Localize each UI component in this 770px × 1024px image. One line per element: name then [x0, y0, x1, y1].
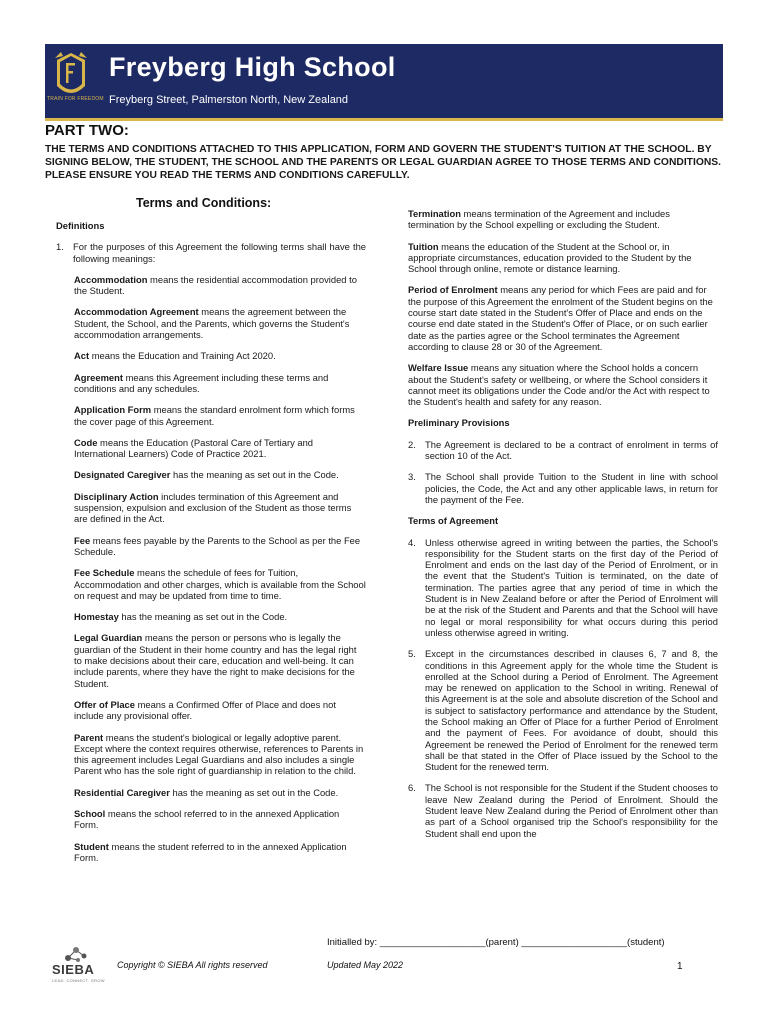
school-name: Freyberg High School: [109, 52, 396, 82]
clause-number: 1.: [56, 241, 64, 253]
definition-text: means any period for which Fees are paid and for the purpose of this Agreement the enrolment of the Student begins on the course start date stated in the Student's Offer of Place and ends on the course end date stated in the Student's Offer of Place, or on such earlier date as the parties agree or the School terminates the Agreement according to clause 28 or 30 of the Agreement.: [408, 284, 713, 352]
clause-number: 3.: [408, 471, 416, 483]
definition-text: means the school referred to in the annexed Application Form.: [74, 807, 340, 831]
clause-text: The School shall provide Tuition to the Student in line with school policies, the Code, the Act and any other applicable laws, in return for the payment of the Fee.: [425, 471, 718, 505]
definition-term: Parent: [74, 731, 104, 743]
definition-term: Student: [74, 840, 109, 852]
right-column: [408, 208, 718, 849]
definition-term: Residential Caregiver: [74, 786, 170, 798]
initialled-line: Initialled by: ____________________(parent) ____________________(student): [327, 937, 665, 948]
clause-5: [408, 648, 718, 772]
definition-item: [74, 787, 366, 798]
definition-text: means the Education (Pastoral Care of Tertiary and International Learners) Code of Practice 2021.: [74, 436, 314, 460]
clause-number: 4.: [408, 536, 416, 548]
definition-item: [74, 491, 366, 525]
definition-item: [74, 274, 366, 297]
terms-heading: Terms and Conditions:: [136, 196, 272, 210]
definition-text: means the agreement between the Student, the School, and the Parents, which governs the Student's accommodation arrangements.: [74, 306, 350, 341]
clause-2: [408, 439, 718, 462]
definition-text: means any situation where the School holds a concern about the Student's safety or wellbeing, or where the School considers it cannot meet its obligations under the Code and/or the Act with respect to the Student's health and safety for any reason.: [408, 362, 710, 408]
school-address: Freyberg Street, Palmerston North, New Zealand: [109, 94, 349, 106]
definition-item: [74, 372, 366, 395]
school-banner: [45, 44, 723, 121]
definition-text: means the standard enrolment form which forms the cover page of this Agreement.: [74, 404, 355, 427]
definition-text: means the schedule of fees for Tuition, Accommodation and other charges, which is available from the School on request and may be updated from time to time.: [74, 567, 366, 601]
definition-term: School: [74, 807, 106, 819]
sieba-tagline: LEAD. CONNECT. GROW: [52, 978, 105, 983]
definition-text: means a Confirmed Offer of Place and does not include any provisional offer.: [74, 698, 336, 722]
definition-term: Offer of Place: [74, 698, 135, 710]
clause-number: 6.: [408, 782, 416, 794]
definition-item: [74, 808, 366, 831]
sieba-wordmark: SIEBA: [52, 962, 95, 977]
crest-motto: TRAIN FOR FREEDOM: [47, 96, 104, 102]
definition-term: Agreement: [74, 371, 123, 383]
definition-item: [74, 437, 366, 460]
definition-item: [408, 208, 718, 231]
clause-text: The Agreement is declared to be a contract of enrolment in terms of section 10 of the Act.: [425, 438, 718, 462]
definition-term: Homestay: [74, 611, 119, 623]
definition-term: Tuition: [408, 240, 439, 252]
definition-item: [74, 306, 366, 340]
definition-text: means the residential accommodation provided to the Student.: [74, 273, 357, 297]
definition-term: Legal Guardian: [74, 632, 143, 644]
definition-term: Fee: [74, 534, 91, 546]
definition-item: [408, 284, 718, 352]
definition-text: means the person or persons who is legally the guardian of the Student in their home country and has the legal right to make decisions about their care, education and well-being. It can include parents, where they have the right to make decisions for the Student.: [74, 632, 357, 689]
definition-term: Termination: [408, 208, 461, 219]
clause-text: Unless otherwise agreed in writing between the parties, the School's responsibility for the Student starts on the first day of the Period of Enrolment and ends on the last day of the Period of Enrolment, or in the event that the Student's Tuition is terminated, on the date of termination. The parties agree that any period of time in which the Student is in New Zealand before or after the Period of Enrolment will be at the risk of the Student and Parents and that the School will have no legal or moral responsibility for what occurs during this period unless otherwise agreed in writing.: [425, 536, 718, 638]
clause-text: The School is not responsible for the Student if the Student chooses to leave New Zealand during the Period of Enrolment. Should the Student leave New Zealand during the Period of Enrolment other than as part of a School organised trip the School's responsibility for the Student shall end upon the: [425, 782, 718, 839]
definition-term: Disciplinary Action: [74, 490, 159, 502]
clause-number: 5.: [408, 648, 416, 660]
clause-6: [408, 782, 718, 838]
definitions-heading: Definitions: [56, 220, 105, 231]
preliminary-heading: Preliminary Provisions: [408, 417, 510, 429]
definition-item: [74, 611, 366, 622]
clause-3: [408, 471, 718, 505]
definition-text: has the meaning as set out in the Code.: [169, 786, 339, 798]
definition-item: [74, 404, 366, 427]
definition-text: has the meaning as set out in the Code.: [170, 469, 339, 481]
clause-number: 2.: [408, 438, 416, 450]
definition-item: [74, 535, 366, 558]
intro-paragraph: THE TERMS AND CONDITIONS ATTACHED TO THIS APPLICATION, FORM AND GOVERN THE STUDENT'S TUITION AT THE SCHOOL. BY SIGNING BELOW, THE STUDENT, THE SCHOOL AND THE PARENTS OR LEGAL GUARDIAN AGREE TO THOSE TERMS AND CONDITIONS. PLEASE ENSURE YOU READ THE TERMS AND CONDITIONS CAREFULLY.: [45, 144, 722, 181]
definition-term: Period of Enrolment: [408, 284, 498, 296]
definition-text: means this Agreement including these terms and conditions and any schedules.: [74, 371, 329, 394]
definition-term: Application Form: [74, 404, 152, 416]
definition-term: Accommodation Agreement: [74, 306, 199, 318]
definition-item: [408, 362, 718, 407]
definition-term: Accommodation: [74, 273, 148, 285]
definition-item: [74, 699, 366, 722]
definition-item: [74, 841, 366, 864]
definition-text: means the student's biological or legally adoptive parent. Except where the context requires otherwise, references to Parents in this agreement includes Legal Guardians and also includes a single Parent who has the sole right of guardianship in relation to the child.: [74, 731, 364, 777]
definition-text: means fees payable by the Parents to the School as per the Fee Schedule.: [74, 534, 361, 557]
definition-text: has the meaning as set out in the Code.: [118, 611, 288, 623]
definition-term: Fee Schedule: [74, 567, 135, 579]
definition-item: [74, 632, 366, 688]
clause-4: [408, 537, 718, 639]
definition-item: [74, 469, 366, 480]
definition-item: [74, 350, 366, 361]
clause-text: For the purposes of this Agreement the following terms shall have the following meanings:: [73, 241, 366, 264]
definition-text: means the student referred to in the annexed Application Form.: [74, 840, 347, 863]
definition-term: Welfare Issue: [408, 362, 469, 374]
definition-item: [74, 732, 366, 777]
definition-text: means the Education and Training Act 2020.: [89, 350, 276, 362]
updated-date: Updated May 2022: [327, 960, 404, 970]
definition-item: [74, 567, 366, 601]
left-column: [56, 220, 366, 873]
definition-item: [408, 241, 718, 275]
part-title: PART TWO:: [45, 122, 129, 139]
page-number: 1: [677, 961, 683, 972]
definition-term: Code: [74, 436, 98, 448]
definition-text: includes termination of this Agreement and suspension, expulsion and exclusion of the Student as those terms are defined in the Act.: [74, 490, 352, 525]
definition-text: means termination of the Agreement and includes termination by the School expelling or excluding the Student.: [408, 208, 670, 231]
definition-text: means the education of the Student at the School or, in appropriate circumstances, education provided to the Student by the School through online, remote or distance learning.: [408, 240, 692, 275]
copyright: Copyright © SIEBA All rights reserved: [117, 960, 268, 970]
terms-of-agreement-heading: Terms of Agreement: [408, 515, 499, 527]
clause-text: Except in the circumstances described in clauses 6, 7 and 8, the conditions in this Agreement apply for the whole time the Student is enrolled at the School during a Period of Enrolment. The Agreement may be renewed on application to the School in writing. Renewal of this Agreement is at the sole and absolute discretion of the School and is subject to satisfactory performance and attendance by the Student, the School making an Offer of Place for a further Period of Enrolment and the payment of Fees. For avoidance of doubt, should this Agreement be renewed the Period of Enrolment for the renewed term shall be that stated in the Offer of Place issued by the School to the Student for the renewed term.: [425, 648, 718, 773]
definition-term: Act: [74, 350, 90, 362]
clause-1: [56, 241, 366, 264]
definition-term: Designated Caregiver: [74, 469, 171, 481]
